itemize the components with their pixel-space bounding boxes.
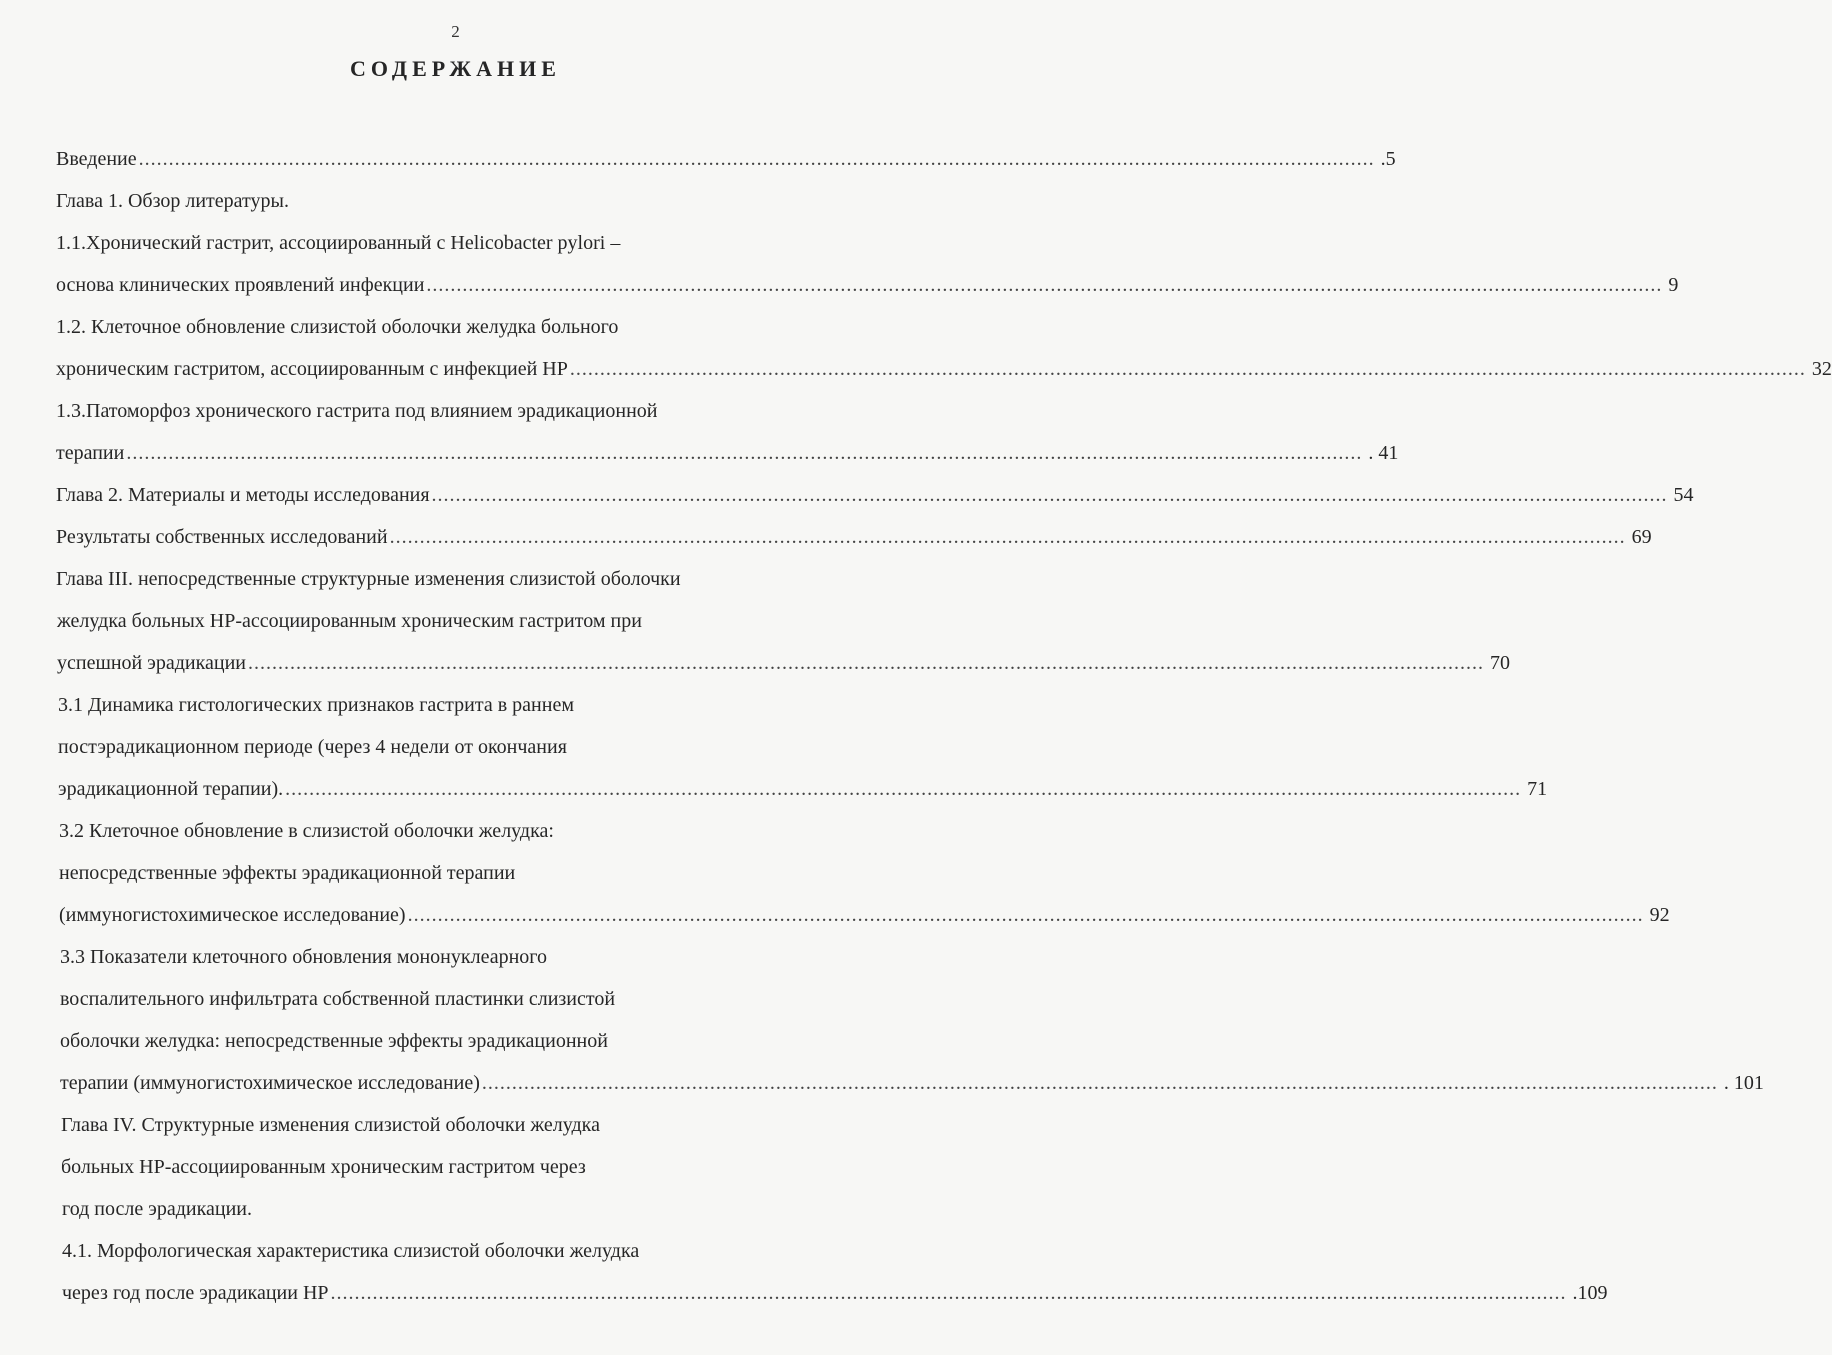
- toc-chapter-3-end: [57, 650, 1511, 676]
- toc-entry-text: успешной эрадикации: [57, 652, 247, 674]
- toc-entry-1-3-cont: [56, 440, 1399, 466]
- toc-entry-1-3: 1.3.Патоморфоз хронического гастрита под влиянием эрадикационной: [56, 400, 658, 422]
- page-title: СОДЕРЖАНИЕ: [350, 56, 561, 81]
- toc-chapter-4-cont1: больных НР-ассоциированным хроническим гастритом через: [61, 1156, 586, 1178]
- toc-entry-1-1: 1.1.Хронический гастрит, ассоциированный с Helicobacter pylori –: [56, 232, 621, 254]
- toc-entry-text: основа клинических проявлений инфекции: [56, 274, 425, 296]
- toc-chapter-3: Глава III. непосредственные структурные изменения слизистой оболочки: [56, 568, 681, 590]
- toc-entry-3-2: 3.2 Клеточное обновление в слизистой оболочки желудка:: [59, 820, 554, 842]
- toc-entry-1-2-cont: [56, 356, 1832, 382]
- toc-entry-3-3-end: [60, 1070, 1764, 1096]
- toc-entry-4-1-end: [62, 1280, 1608, 1306]
- toc-entry-3-1: 3.1 Динамика гистологических признаков гастрита в раннем: [58, 694, 574, 716]
- toc-page-number: 32: [1811, 358, 1832, 380]
- toc-results: [56, 524, 1652, 550]
- toc-entry-text: терапии: [56, 442, 125, 464]
- toc-leader-dots: ..............................................................................................................................................................................................................: [407, 904, 1644, 926]
- toc-entry-introduction: [56, 146, 1396, 172]
- toc-entry-text: Результаты собственных исследований: [56, 526, 388, 548]
- toc-entry-3-1-end: [58, 776, 1548, 802]
- toc-leader-dots: ..............................................................................................................................................................................................................: [431, 484, 1668, 506]
- toc-leader-dots: ..............................................................................................................................................................................................................: [126, 442, 1363, 464]
- toc-page-number: .109: [1572, 1282, 1608, 1304]
- toc-leader-dots: ..............................................................................................................................................................................................................: [138, 148, 1375, 170]
- toc-entry-3-3-cont1: воспалительного инфильтрата собственной пластинки слизистой: [60, 988, 616, 1010]
- toc-entry-text: хроническим гастритом, ассоциированным с инфекцией НР: [56, 358, 568, 380]
- toc-entry-3-2-cont: непосредственные эффекты эрадикационной терапии: [59, 862, 516, 884]
- toc-entry-1-1-cont: [56, 272, 1679, 298]
- toc-entry-text: (иммуногистохимическое исследование): [59, 904, 406, 926]
- toc-chapter-3-cont: желудка больных НР-ассоциированным хроническим гастритом при: [57, 610, 642, 632]
- toc-chapter-1: Глава 1. Обзор литературы.: [56, 190, 289, 212]
- toc-leader-dots: ..............................................................................................................................................................................................................: [569, 358, 1806, 380]
- toc-leader-dots: ..............................................................................................................................................................................................................: [389, 526, 1626, 548]
- toc-entry-3-3-cont2: оболочки желудка: непосредственные эффекты эрадикационной: [60, 1030, 608, 1052]
- toc-entry-3-2-end: [59, 902, 1670, 928]
- toc-page-number: 9: [1668, 274, 1679, 296]
- toc-entry-text: Глава 2. Материалы и методы исследования: [56, 484, 430, 506]
- toc-entry-text: через год после эрадикации НР: [62, 1282, 329, 1304]
- toc-entry-3-1-cont: постэрадикационном периоде (через 4 недели от окончания: [58, 736, 567, 758]
- toc-entry-text: эрадикационной терапии).: [58, 778, 284, 800]
- toc-page-number: 71: [1527, 778, 1548, 800]
- toc-leader-dots: ..............................................................................................................................................................................................................: [248, 652, 1485, 674]
- toc-page-number: .5: [1380, 148, 1396, 170]
- toc-entry-text: Введение: [56, 148, 137, 170]
- toc-page-number: 70: [1490, 652, 1511, 674]
- page-number: 2: [451, 22, 460, 41]
- toc-entry-3-3: 3.3 Показатели клеточного обновления мононуклеарного: [60, 946, 547, 968]
- toc-entry-1-2: 1.2. Клеточное обновление слизистой оболочки желудка больного: [56, 316, 619, 338]
- toc-leader-dots: ..............................................................................................................................................................................................................: [481, 1072, 1718, 1094]
- toc-page-number: 69: [1631, 526, 1652, 548]
- toc-entry-4-1: 4.1. Морфологическая характеристика слизистой оболочки желудка: [62, 1240, 640, 1262]
- toc-page-number: . 41: [1368, 442, 1399, 464]
- toc-page-number: . 101: [1723, 1072, 1764, 1094]
- toc-leader-dots: ..............................................................................................................................................................................................................: [330, 1282, 1567, 1304]
- toc-chapter-4-cont2: год после эрадикации.: [62, 1198, 252, 1220]
- toc-leader-dots: ..............................................................................................................................................................................................................: [426, 274, 1663, 296]
- toc-chapter-2: [56, 482, 1694, 508]
- toc-page-number: 92: [1649, 904, 1670, 926]
- toc-entry-text: терапии (иммуногистохимическое исследование): [60, 1072, 480, 1094]
- toc-page-number: 54: [1673, 484, 1694, 506]
- toc-leader-dots: ..............................................................................................................................................................................................................: [285, 778, 1522, 800]
- toc-chapter-4: Глава IV. Структурные изменения слизистой оболочки желудка: [61, 1114, 600, 1136]
